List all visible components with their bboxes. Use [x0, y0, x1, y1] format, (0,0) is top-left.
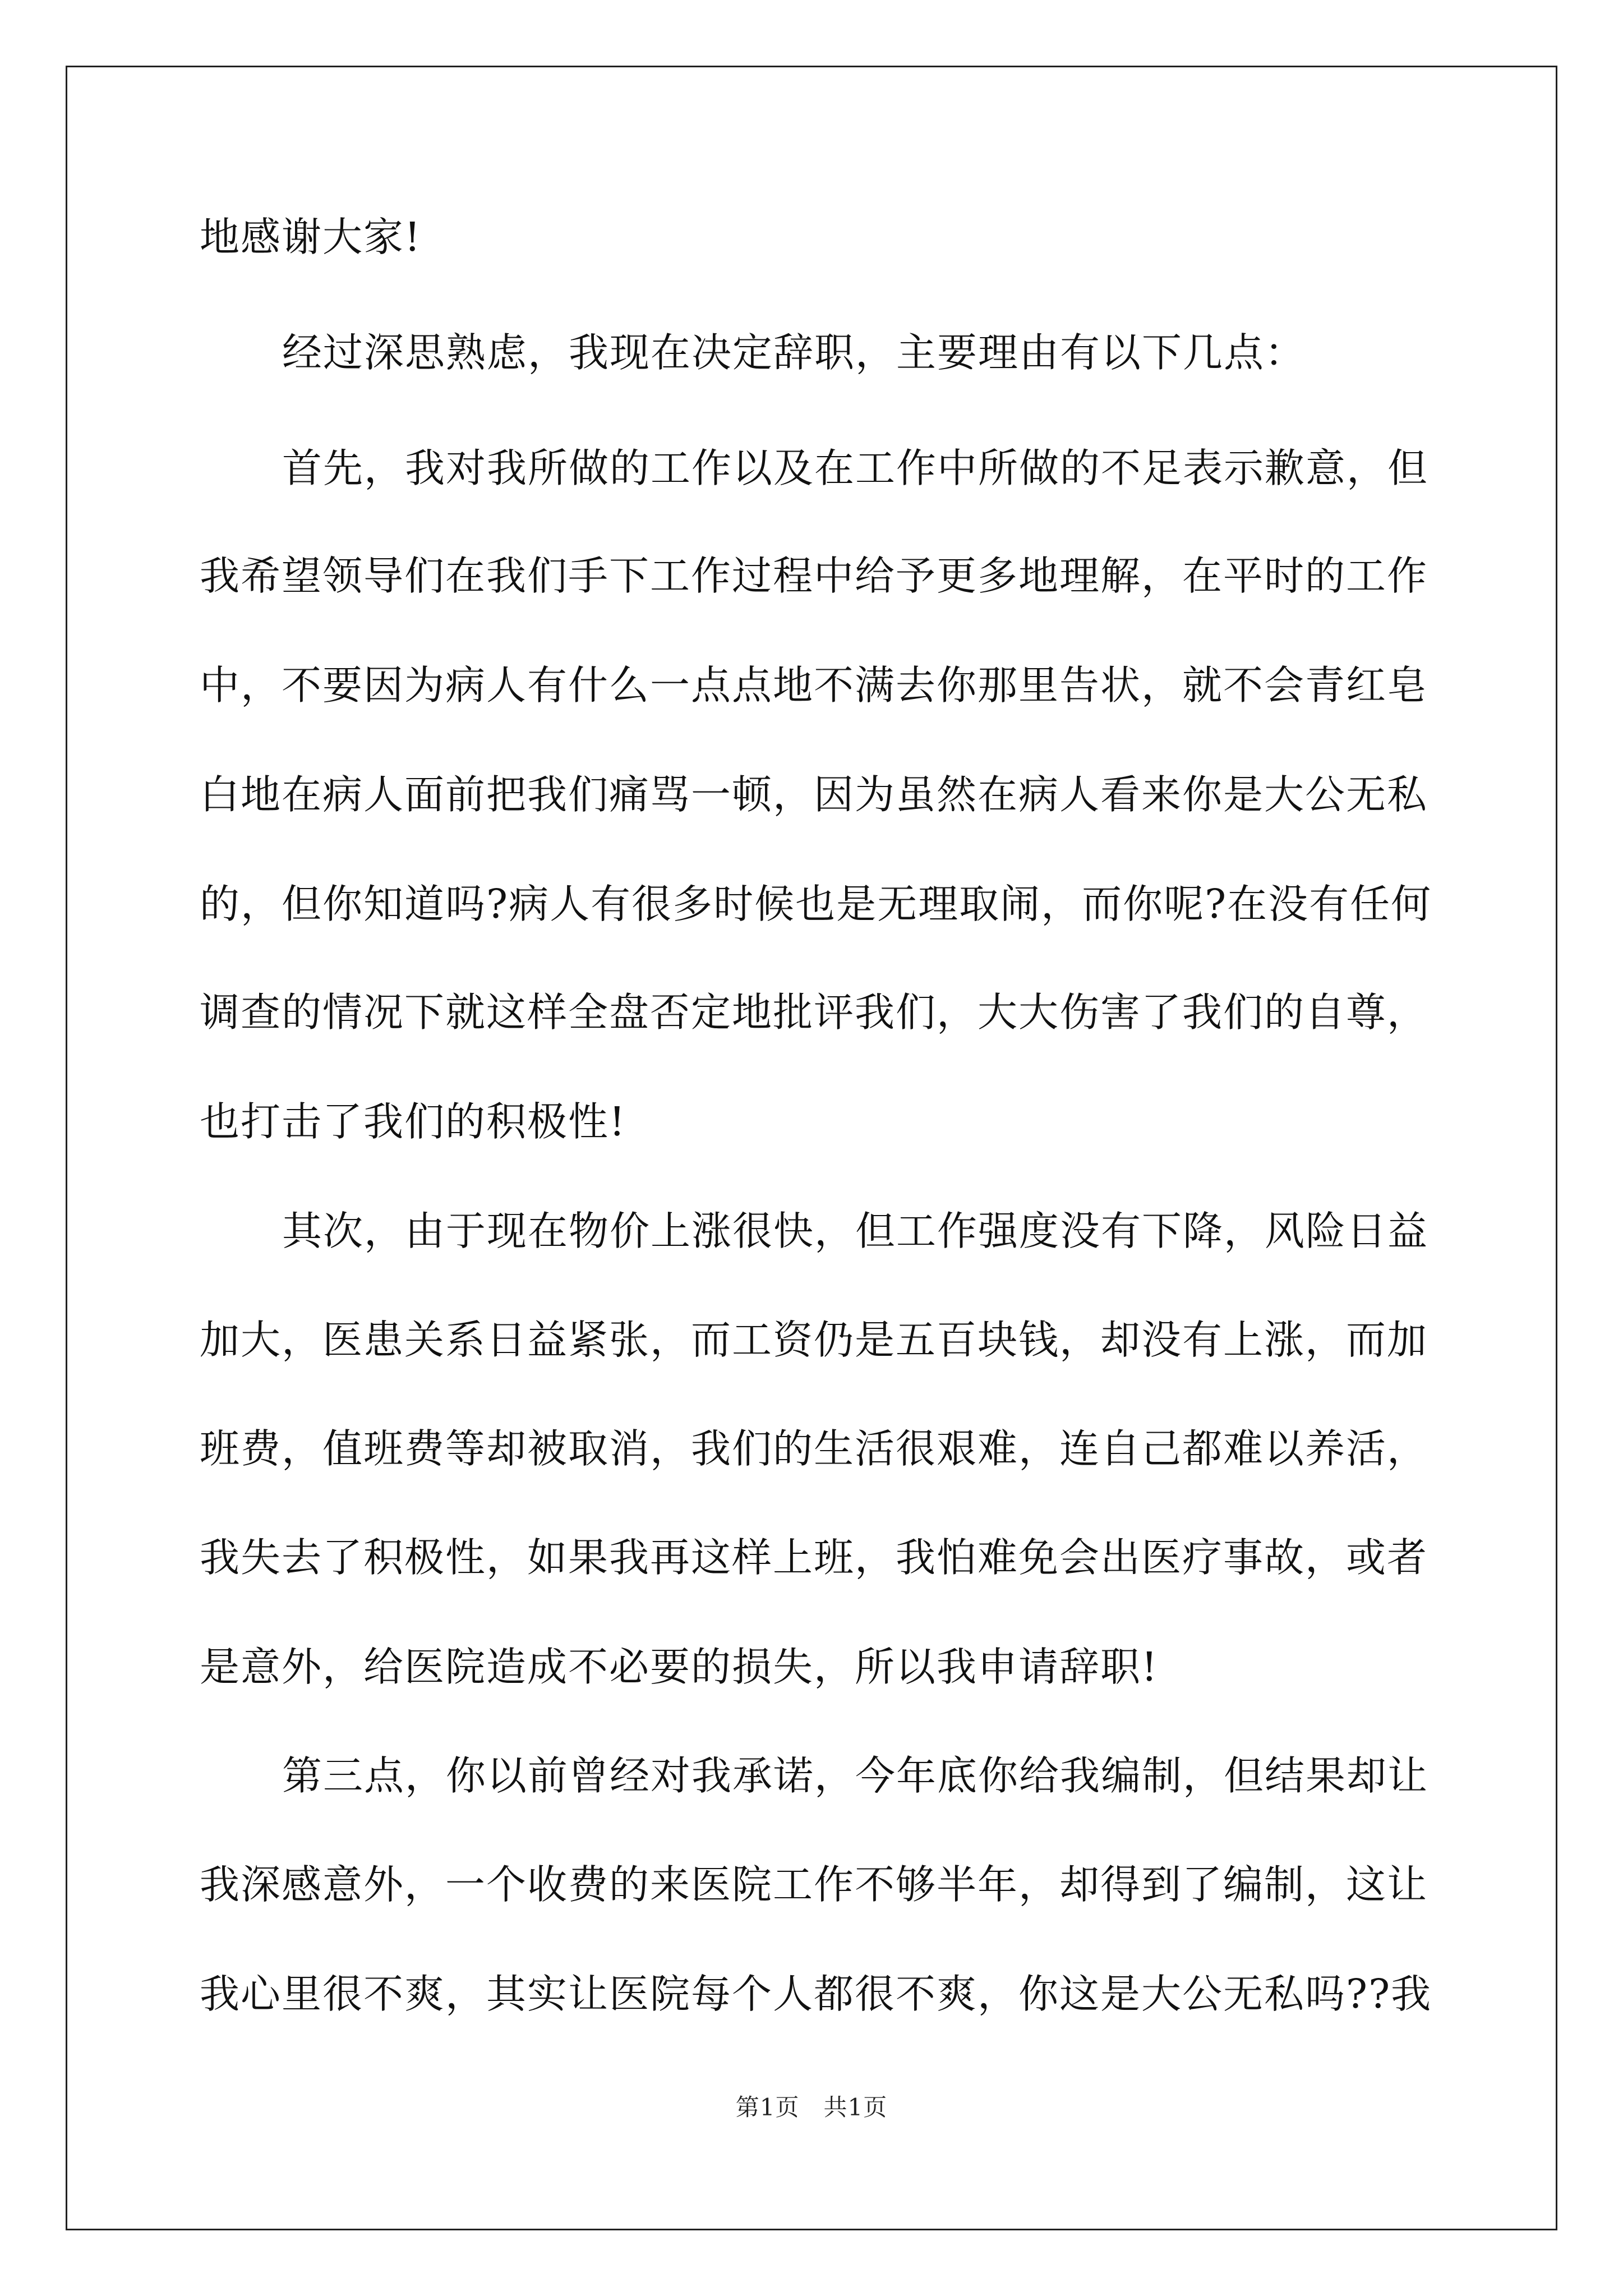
text-line: 我深感意外，一个收费的来医院工作不够半年，却得到了编制，这让 — [200, 1861, 1428, 1908]
paragraph-start-line: 第三点，你以前曾经对我承诺，今年底你给我编制，但结果却让 — [282, 1752, 1429, 1799]
text-line: 也打击了我们的积极性! — [200, 1098, 626, 1145]
text-line: 我希望领导们在我们手下工作过程中给予更多地理解，在平时的工作 — [200, 553, 1428, 599]
text-line: 白地在病人面前把我们痛骂一顿，因为虽然在病人看来你是大公无私 — [200, 771, 1428, 818]
text-line: 班费，值班费等却被取消，我们的生活很艰难，连自己都难以养活， — [200, 1425, 1428, 1472]
page-number-text: 第1页 共1页 — [735, 2093, 888, 2121]
text-line: 的，但你知道吗?病人有很多时候也是无理取闹，而你呢?在没有任何 — [200, 881, 1432, 927]
text-line: 地感谢大家! — [200, 214, 422, 260]
text-line: 是意外，给医院造成不必要的损失，所以我申请辞职! — [200, 1644, 1159, 1690]
paragraph-start-line: 首先，我对我所做的工作以及在工作中所做的不足表示歉意，但 — [282, 445, 1429, 491]
text-line: 中，不要因为病人有什么一点点地不满去你那里告状，就不会青红皂 — [200, 662, 1428, 708]
text-line: 调查的情况下就这样全盘否定地批评我们，大大伤害了我们的自尊， — [200, 989, 1428, 1036]
paragraph-start-line: 经过深思熟虑，我现在决定辞职，主要理由有以下几点： — [282, 329, 1306, 376]
page-number-footer — [0, 2093, 1623, 2122]
paragraph-start-line: 其次，由于现在物价上涨很快，但工作强度没有下降，风险日益 — [282, 1208, 1429, 1254]
text-line: 我失去了积极性，如果我再这样上班，我怕难免会出医疗事故，或者 — [200, 1534, 1428, 1581]
text-line: 加大，医患关系日益紧张，而工资仍是五百块钱，却没有上涨，而加 — [200, 1317, 1428, 1363]
text-line: 我心里很不爽，其实让医院每个人都很不爽，你这是大公无私吗??我 — [200, 1971, 1432, 2017]
